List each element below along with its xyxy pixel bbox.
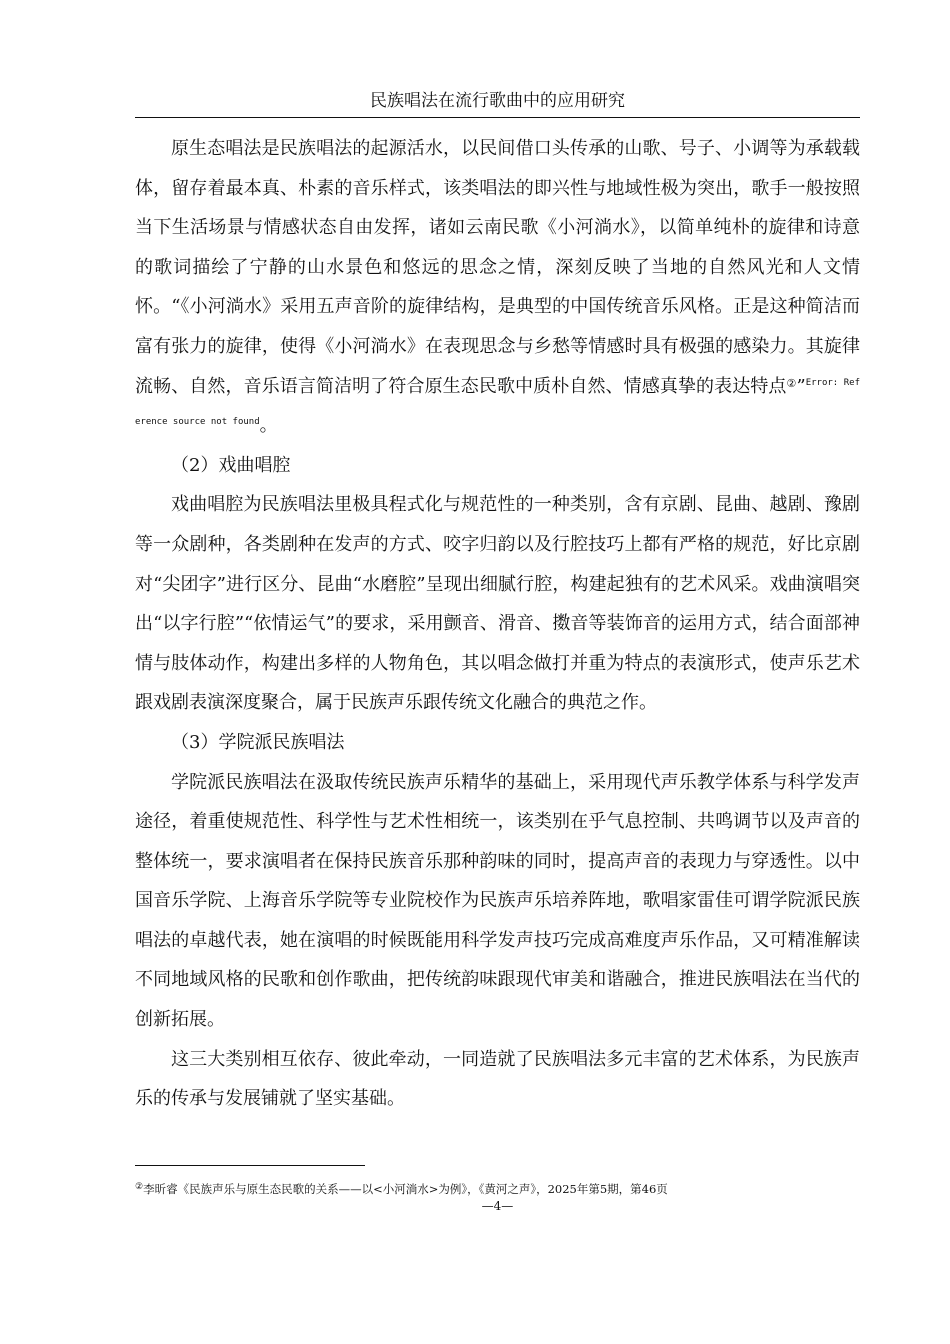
section-heading-academic-folk-singing: （3）学院派民族唱法 <box>171 731 345 753</box>
header-divider <box>135 117 860 118</box>
reference-error-field: Error: Reference source not found <box>135 377 861 428</box>
footnote-mark: ② <box>135 1182 144 1192</box>
footnote <box>135 1179 860 1197</box>
page-number: —4— <box>481 1199 514 1213</box>
paragraph-text: 原生态唱法是民族唱法的起源活水，以民间借口头传承的山歌、号子、小调等为承载载体，留存着最本真、朴素的音乐样式，该类唱法的即兴性与地域性极为突出，歌手一般按照当下生活场景与情感状态自由发挥，诸如云南民歌《小河淌水》，以简单纯朴的旋律和诗意的歌词描绘了宁静的山水景色和悠远的思念之情，深刻反映了当地的自然风光和人文情怀。“《小河淌水》采用五声音阶的旋律结构，是典型的中国传统音乐风格。正是这种简洁而富有张力的旋律，使得《小河淌水》在表现思念与乡愁等情感时具有极强的感染力。其旋律流畅、自然，音乐语言简洁明了符合原生态民歌中质朴自然、情感真挚的表达特点 <box>135 138 860 397</box>
paragraph-opera-singing: 戏曲唱腔为民族唱法里极具程式化与规范性的一种类别，含有京剧、昆曲、越剧、豫剧等一众剧种，各类剧种在发声的方式、咬字归韵以及行腔技巧上都有严格的规范，好比京剧对“尖团字”进行区分、昆曲“水磨腔”呈现出细腻行腔，构建起独有的艺术风采。戏曲演唱突出“以字行腔”“依情运气”的要求，采用颤音、滑音、擞音等装饰音的运用方式，结合面部神情与肢体动作，构建出多样的人物角色，其以唱念做打并重为特点的表演形式，使声乐艺术跟戏剧表演深度聚合，属于民族声乐跟传统文化融合的典范之作。 <box>135 494 860 714</box>
paragraph-academic-folk-singing: 学院派民族唱法在汲取传统民族声乐精华的基础上，采用现代声乐教学体系与科学发声途径，着重使规范性、科学性与艺术性相统一，该类别在乎气息控制、共鸣调节以及声音的整体统一，要求演唱者在保持民族音乐那种韵味的同时，提高声音的表现力与穿透性。以中国音乐学院、上海音乐学院等专业院校作为民族声乐培养阵地，歌唱家雷佳可谓学院派民族唱法的卓越代表，她在演唱的时候既能用科学发声技巧完成高难度声乐作品，又可精准解读不同地域风格的民歌和创作歌曲，把传统韵味跟现代审美和谐融合，推进民族唱法在当代的创新拓展。 <box>135 771 860 1031</box>
main-body <box>135 129 860 1119</box>
section-heading-opera-singing: （2）戏曲唱腔 <box>171 454 291 476</box>
sentence-end-punct: 。 <box>259 415 278 437</box>
footnote-text: 李昕睿《民族声乐与原生态民歌的关系——以<小河淌水>为例》，《黄河之声》，2025年第5期，第46页 <box>143 1182 668 1196</box>
closing-quote: ” <box>796 375 806 397</box>
paragraph-conclusion: 这三大类别相互依存、彼此牵动，一同造就了民族唱法多元丰富的艺术体系，为民族声乐的传承与发展铺就了坚实基础。 <box>135 1048 860 1110</box>
paragraph-original-ecological-singing <box>135 129 860 446</box>
footnote-reference-marker[interactable]: ② <box>786 376 797 390</box>
running-header-title: 民族唱法在流行歌曲中的应用研究 <box>370 91 625 111</box>
footnote-separator <box>135 1165 365 1166</box>
